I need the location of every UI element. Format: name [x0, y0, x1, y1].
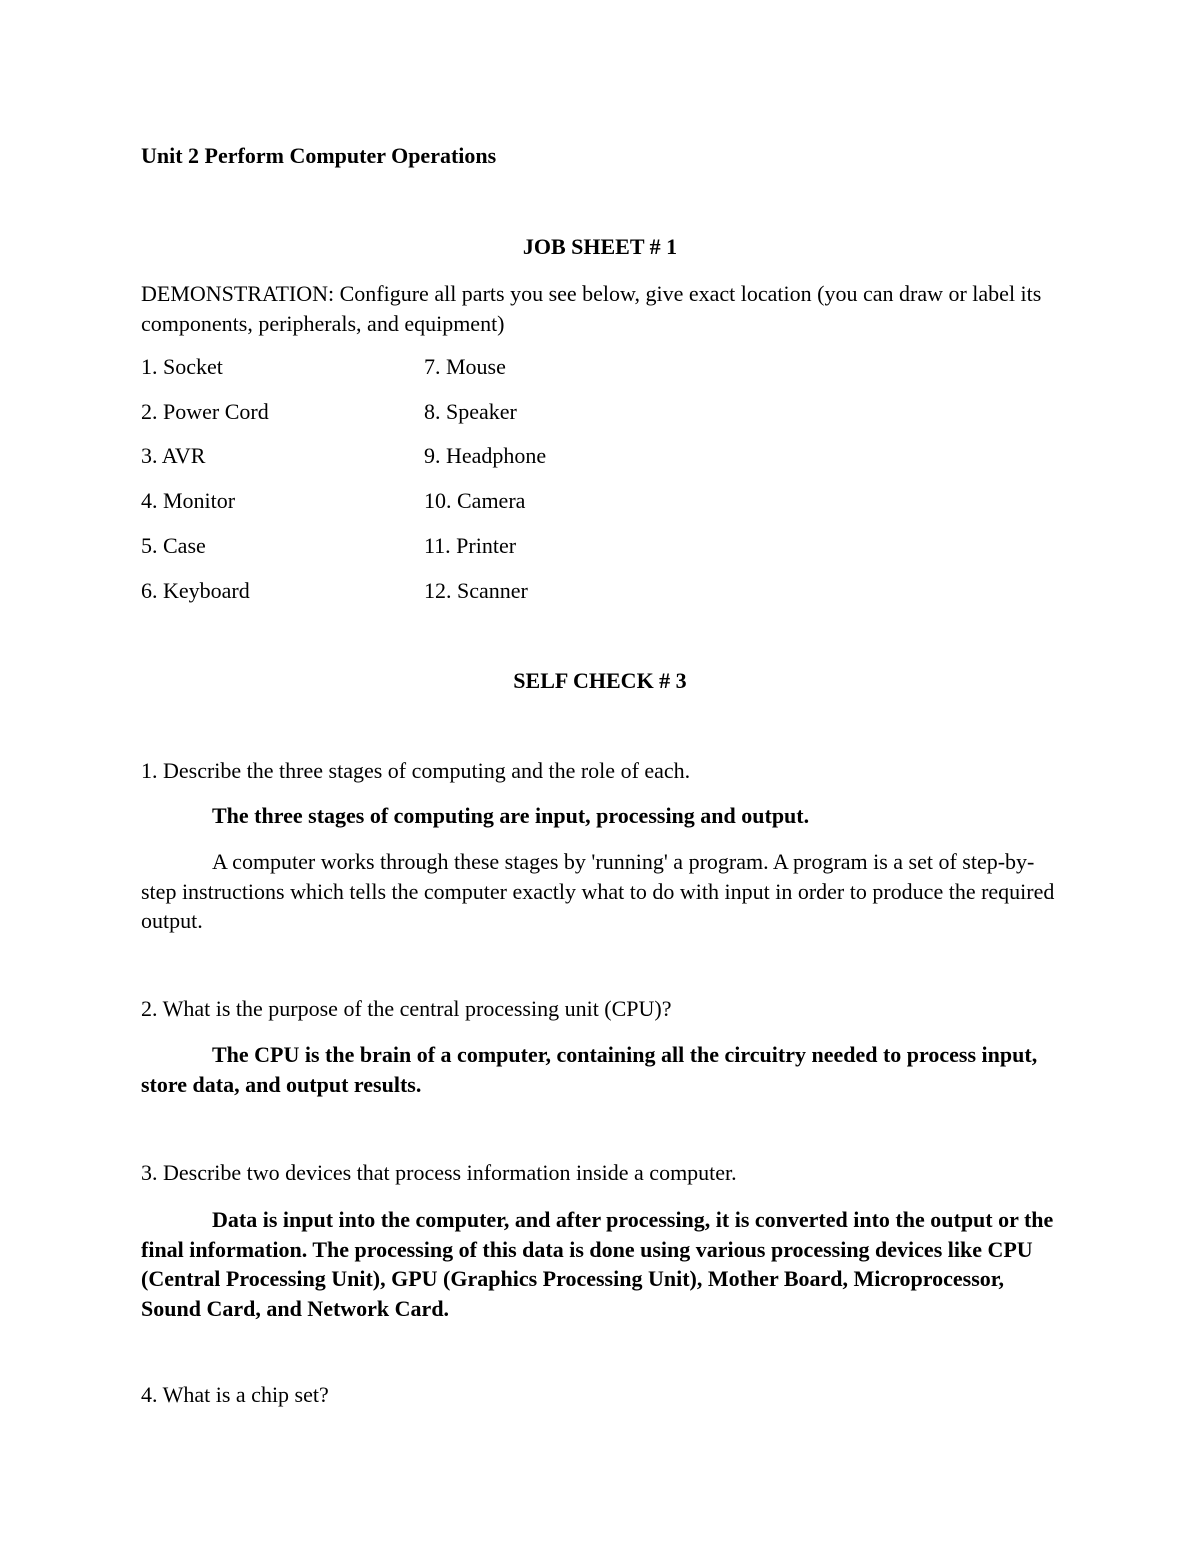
question-3: 3. Describe two devices that process information inside a computer. — [141, 1160, 737, 1185]
list-item: 12. Scanner — [424, 578, 528, 603]
job-sheet-instruction: DEMONSTRATION: Configure all parts you see below, give exact location (you can draw or label its components, peripherals, and equipment) — [141, 281, 1042, 336]
question-2: 2. What is the purpose of the central processing unit (CPU)? — [141, 996, 672, 1021]
list-item: 4. Monitor — [141, 488, 236, 513]
list-item: 8. Speaker — [424, 399, 517, 424]
question-1: 1. Describe the three stages of computing and the role of each. — [141, 758, 691, 783]
list-item: 6. Keyboard — [141, 578, 250, 603]
list-item: 3. AVR — [141, 443, 206, 468]
list-item: 9. Headphone — [424, 443, 547, 468]
question-4: 4. What is a chip set? — [141, 1382, 329, 1407]
answer-1-text: A computer works through these stages by 'running' a program. A program is a set of step-by-step instructions which tells the computer exactly what to do with input in order to produce the required output. — [141, 849, 1055, 933]
list-item: 1. Socket — [141, 354, 223, 379]
unit-title: Unit 2 Perform Computer Operations — [141, 143, 497, 168]
list-item: 5. Case — [141, 533, 206, 558]
list-item: 7. Mouse — [424, 354, 506, 379]
answer-1-bold: The three stages of computing are input, processing and output. — [212, 803, 810, 828]
list-item: 11. Printer — [424, 533, 517, 558]
list-item: 10. Camera — [424, 488, 526, 513]
self-check-heading: SELF CHECK # 3 — [513, 668, 687, 693]
job-sheet-heading: JOB SHEET # 1 — [522, 234, 678, 259]
answer-3-bold: Data is input into the computer, and after processing, it is converted into the output or the final information. The processing of this data is done using various processing devices like CPU (Central Processing Unit), GPU (Graphics Processing Unit), Mother Board, Microprocessor, Sound Card, and Network Card. — [141, 1207, 1054, 1321]
list-item: 2. Power Cord — [141, 399, 269, 424]
answer-2-bold: The CPU is the brain of a computer, containing all the circuitry needed to process input, store data, and output results. — [141, 1042, 1038, 1097]
